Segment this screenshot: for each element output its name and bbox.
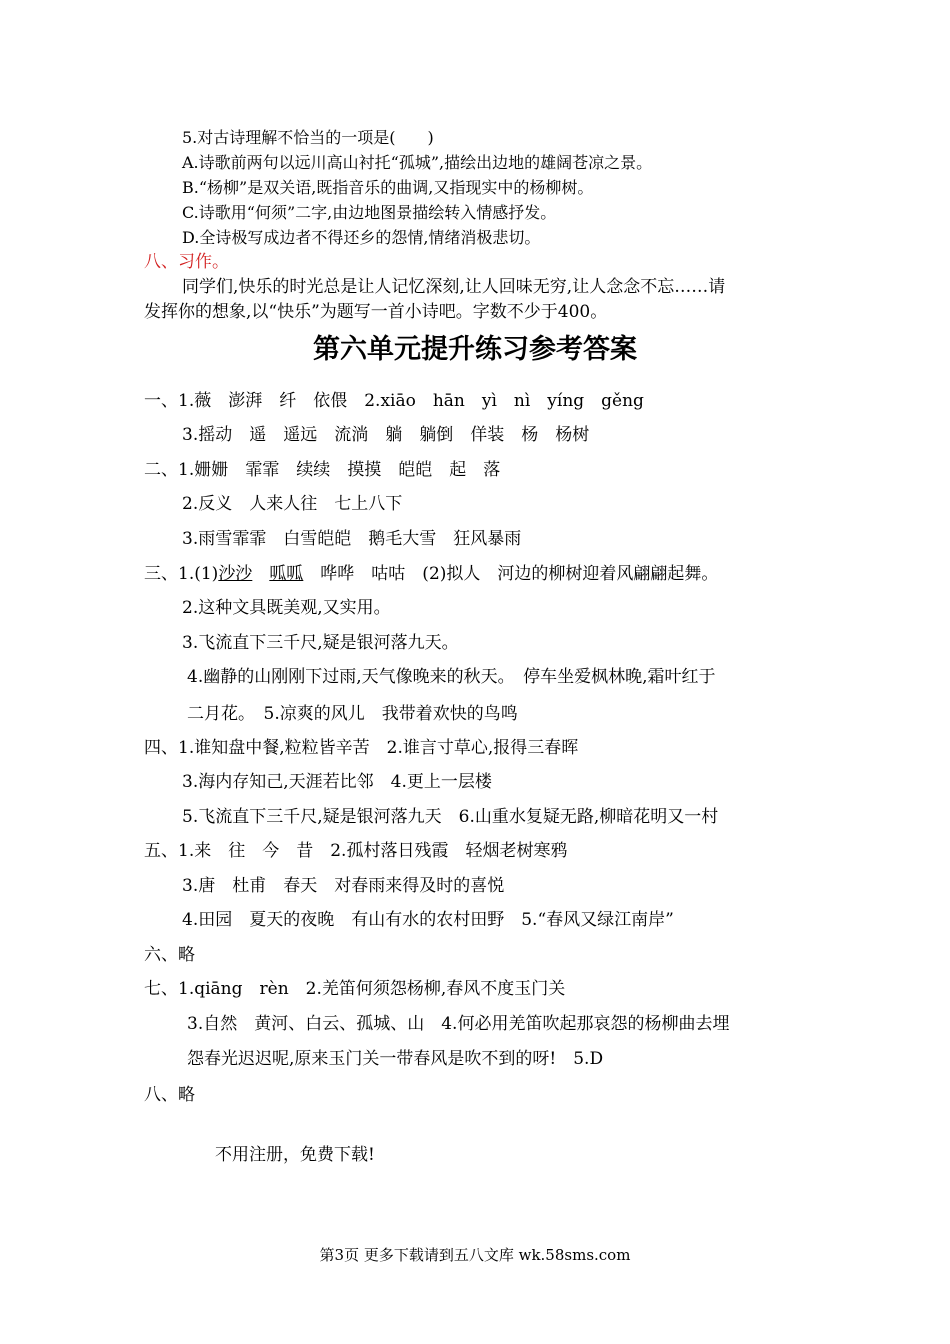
answer-line: 四、1.谁知盘中餐,粒粒皆辛苦 2.谁言寸草心,报得三春晖: [144, 738, 579, 758]
answer-line: 2.这种文具既美观,又实用。: [182, 598, 391, 618]
answer-line: 3.摇动 遥 遥远 流淌 躺 躺倒 佯装 杨 杨树: [182, 425, 590, 445]
answer-line: 八、略: [144, 1085, 195, 1105]
answer-line: 3.自然 黄河、白云、孤城、山 4.何必用羌笛吹起那哀怨的杨柳曲去埋: [187, 1014, 730, 1034]
promo-text: 不用注册，免费下载!: [215, 1145, 375, 1165]
answer-text: 哗哗 咕咕 (2)拟人 河边的柳树迎着风翩翩起舞。: [303, 564, 719, 584]
question-5-option-a: A.诗歌前两句以远川高山衬托“孤城”,描绘出边地的雄阔苍凉之景。: [182, 153, 653, 172]
answer-line: 4.田园 夏天的夜晚 有山有水的农村田野 5.“春风又绿江南岸”: [182, 910, 674, 930]
section-8-heading: 八、习作。: [144, 252, 229, 272]
question-5-option-c: C.诗歌用“何须”二字,由边地图景描绘转入情感抒发。: [182, 203, 557, 222]
answer-line: 3.海内存知己,天涯若比邻 4.更上一层楼: [182, 772, 492, 792]
answer-line: 五、1.来 往 今 昔 2.孤村落日残霞 轻烟老树寒鸦: [144, 841, 568, 861]
answer-line: 5.飞流直下三千尺,疑是银河落九天 6.山重水复疑无路,柳暗花明又一村: [182, 807, 719, 827]
answer-line: 六、略: [144, 945, 195, 965]
section-8-prompt-line-2: 发挥你的想象,以“快乐”为题写一首小诗吧。字数不少于400。: [144, 302, 608, 322]
answer-line: 4.幽静的山刚刚下过雨,天气像晚来的秋天。 停车坐爱枫林晚,霜叶红于: [187, 667, 716, 687]
section-8-prompt-line-1: 同学们,快乐的时光总是让人记忆深刻,让人回味无穷,让人念念不忘……请: [182, 277, 726, 297]
answer-key-title: 第六单元提升练习参考答案: [313, 334, 637, 365]
question-5-option-d: D.全诗极写成边者不得还乡的怨情,情绪消极悲切。: [182, 228, 541, 247]
answer-line: 二月花。 5.凉爽的风儿 我带着欢快的鸟鸣: [187, 704, 518, 724]
answer-line: 一、1.薇 澎湃 纤 依偎 2.xiāo hān yì nì yíng gěng: [144, 391, 644, 411]
answer-line: 怨春光迟迟呢,原来玉门关一带春风是吹不到的呀! 5.D: [187, 1049, 604, 1069]
answer-text: 三、1.(1): [144, 564, 219, 584]
question-5-stem: 5.对古诗理解不恰当的一项是( ): [182, 128, 434, 147]
question-5-option-b: B.“杨柳”是双关语,既指音乐的曲调,又指现实中的杨柳树。: [182, 178, 594, 197]
underlined-answer: 沙沙: [218, 564, 253, 584]
answer-line: [144, 563, 718, 585]
answer-line: 3.飞流直下三千尺,疑是银河落九天。: [182, 633, 459, 653]
answer-line: 2.反义 人来人往 七上八下: [182, 494, 403, 514]
answer-line: 二、1.姗姗 霏霏 续续 摸摸 皑皑 起 落: [144, 460, 501, 480]
answer-line: 七、1.qiāng rèn 2.羌笛何须怨杨柳,春风不度玉门关: [144, 979, 566, 999]
answer-line: 3.唐 杜甫 春天 对春雨来得及时的喜悦: [182, 876, 505, 896]
page-footer: 第3页 更多下载请到五八文库 wk.58sms.com: [319, 1246, 631, 1264]
answer-line: 3.雨雪霏霏 白雪皑皑 鹅毛大雪 狂风暴雨: [182, 529, 522, 549]
answer-text: [252, 564, 269, 584]
underlined-answer: 呱呱: [269, 564, 304, 584]
